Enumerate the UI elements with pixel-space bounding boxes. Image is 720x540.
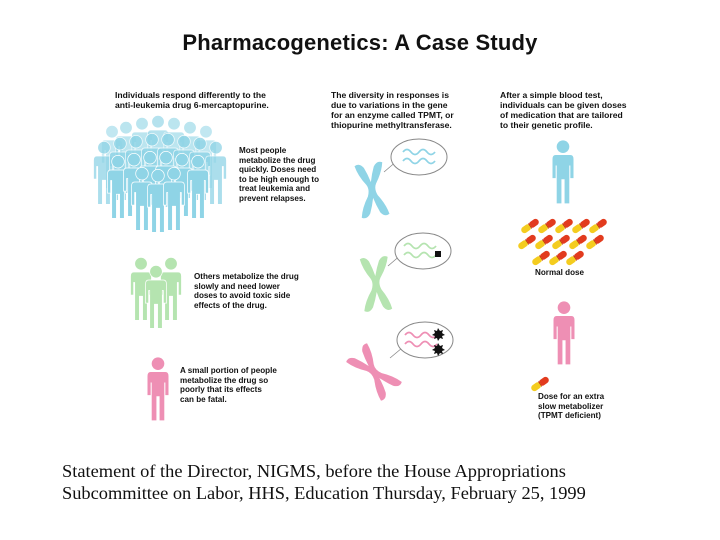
page-title: Pharmacogenetics: A Case Study <box>182 30 538 55</box>
slow-dose-label: Dose for an extra slow metabolizer (TPMT deficient) <box>538 392 605 421</box>
normal-dose-pills <box>517 218 608 267</box>
fast-metabolizer-crowd <box>94 115 227 232</box>
doses-column-heading: After a simple blood test, individuals can be given doses of medication that are tailored to their genetic profile. <box>500 90 627 130</box>
slow-metabolizer-note: Others metabolize the drug slowly and need lower doses to avoid toxic side effects of the drug. <box>194 272 299 310</box>
slow-metabolizer-person <box>554 301 575 364</box>
chromosome-deficient <box>346 322 453 401</box>
poor-metabolizer-note: A small portion of people metabolize the drug so poorly that its effects can be fatal. <box>180 366 277 404</box>
chromosome-normal <box>354 139 447 219</box>
slow-metabolizer-group <box>131 257 182 328</box>
source-caption: Statement of the Director, NIGMS, before the House Appropriations Subcommittee on Labor, HHS, Education Thursday, February 25, 1999 <box>62 461 586 503</box>
normal-dose-label: Normal dose <box>535 268 585 277</box>
slow-dose-pill <box>530 376 550 393</box>
fast-metabolizer-note: Most people metabolize the drug quickly. Doses need to be high enough to treat leukemia and prevent relapses. <box>239 146 320 203</box>
poor-metabolizer-person <box>148 357 169 420</box>
genes-column-heading: The diversity in responses is due to variations in the gene for an enzyme called TPMT, or thiopurine methyltransferase. <box>331 90 454 130</box>
normal-dose-person <box>553 140 574 203</box>
people-column-heading: Individuals respond differently to the anti-leukemia drug 6-mercaptopurine. <box>115 90 269 110</box>
chromosome-variant <box>360 233 451 312</box>
